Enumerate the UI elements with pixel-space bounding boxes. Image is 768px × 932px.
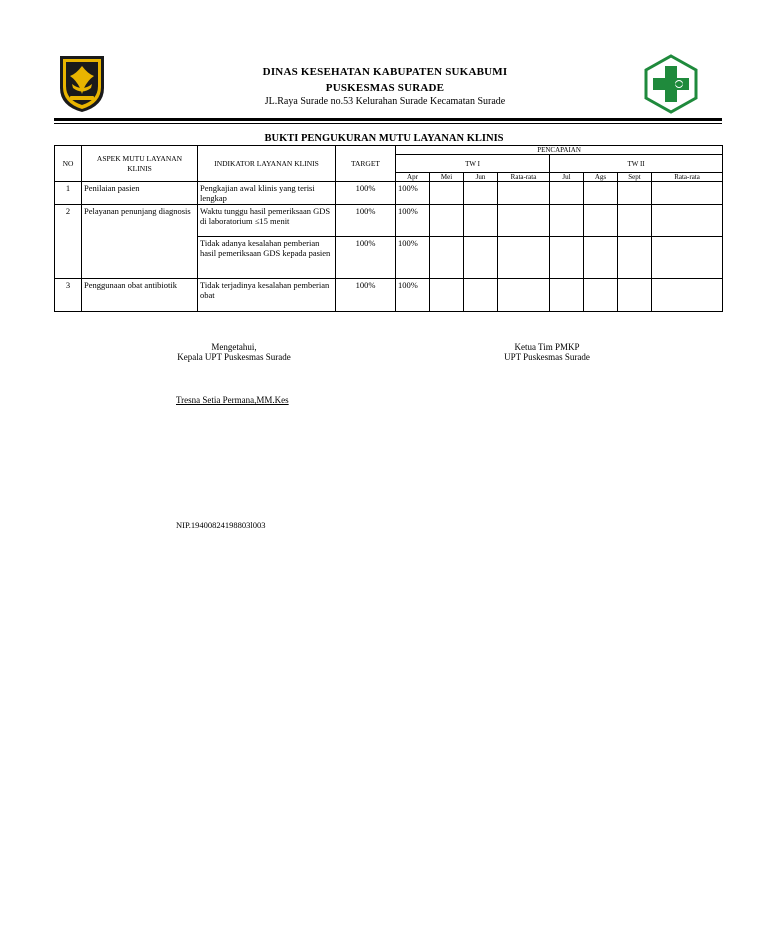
row-indikator: Waktu tunggu hasil pemeriksaan GDS di laboratorium ≤15 menit: [198, 205, 336, 237]
row-aspek: Penggunaan obat antibiotik: [82, 279, 198, 312]
agency-name: DINAS KESEHATAN KABUPATEN SUKABUMI: [262, 66, 508, 78]
facility-address: JL.Raya Surade no.53 Kelurahan Surade Kecamatan Surade: [264, 96, 506, 107]
row-indikator: Pengkajian awal klinis yang terisi lengkap: [198, 182, 336, 205]
signature-right-role: UPT Puskesmas Surade: [504, 352, 590, 362]
header-tw2: TW II: [550, 155, 723, 173]
row-target: 100%: [336, 205, 396, 237]
month-header: Rata-rata: [652, 173, 723, 182]
month-header: Jun: [464, 173, 498, 182]
row-no: 1: [55, 182, 82, 205]
month-header: Jul: [550, 173, 584, 182]
signatory-nip: NIP.19400824198803l003: [176, 520, 266, 530]
header-no: NO: [55, 146, 82, 182]
document-title: BUKTI PENGUKURAN MUTU LAYANAN KLINIS: [264, 133, 504, 144]
month-header: Apr: [396, 173, 430, 182]
month-header: Mei: [430, 173, 464, 182]
header-tw1: TW I: [396, 155, 550, 173]
header-pencapaian: PENCAPAIAN: [396, 146, 723, 155]
header-target: TARGET: [336, 146, 396, 182]
row-target: 100%: [336, 237, 396, 279]
signature-right-caption: Ketua Tim PMKP: [514, 342, 580, 352]
month-header: Rata-rata: [498, 173, 550, 182]
row-target: 100%: [336, 279, 396, 312]
row-target: 100%: [336, 182, 396, 205]
row-indikator: Tidak terjadinya kesalahan pemberian obat: [198, 279, 336, 312]
row-indikator: Tidak adanya kesalahan pemberian hasil pemeriksaan GDS kepada pasien: [198, 237, 336, 279]
header-rule-thick: [54, 118, 722, 121]
row-no: 2: [55, 205, 82, 279]
header-aspek: ASPEK MUTU LAYANAN KLINIS: [82, 146, 198, 182]
table-row: [55, 182, 723, 205]
signatory-name: Tresna Setia Permana,MM.Kes: [176, 395, 289, 405]
row-aspek: Pelayanan penunjang diagnosis: [82, 205, 198, 279]
row-aspek: Penilaian pasien: [82, 182, 198, 205]
row-apr: 100%: [396, 205, 430, 237]
month-header: Sept: [618, 173, 652, 182]
row-no: 3: [55, 279, 82, 312]
facility-name: PUSKESMAS SURADE: [325, 82, 445, 94]
clinical-quality-table: [54, 145, 723, 312]
table-row: [55, 279, 723, 312]
table-row: [55, 205, 723, 237]
header-rule-thin: [54, 123, 722, 124]
row-apr: 100%: [396, 279, 430, 312]
signature-left-caption: Mengetahui,: [211, 342, 257, 352]
row-apr: 100%: [396, 237, 430, 279]
header-indikator: INDIKATOR LAYANAN KLINIS: [198, 146, 336, 182]
puskesmas-cross-logo: [641, 54, 701, 114]
month-header: Ags: [584, 173, 618, 182]
signature-left-role: Kepala UPT Puskesmas Surade: [177, 352, 291, 362]
row-apr: 100%: [396, 182, 430, 205]
sukabumi-regency-emblem: [58, 54, 106, 114]
